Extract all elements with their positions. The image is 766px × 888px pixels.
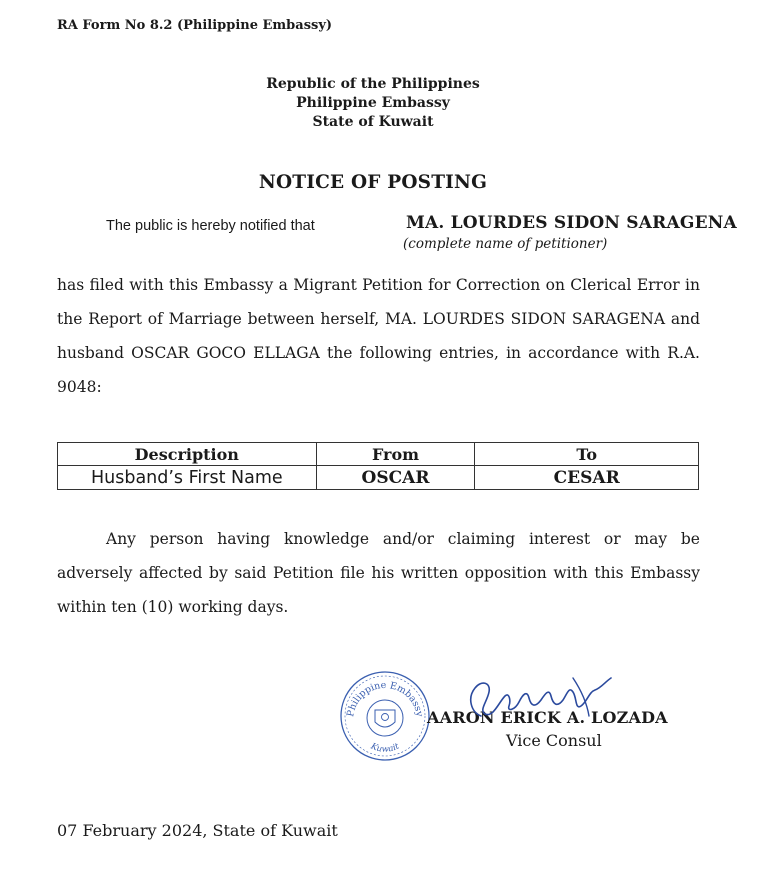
form-number: RA Form No 8.2 (Philippine Embassy) [57,18,333,33]
corrections-table [57,442,699,490]
letterhead-embassy: Philippine Embassy [296,95,450,111]
table-header-row [58,443,699,466]
letterhead [0,75,756,132]
svg-text:Philippine Embassy [345,680,425,718]
letterhead-state: State of Kuwait [312,114,434,130]
notice-intro: The public is hereby notified that [106,218,315,234]
table-row [58,466,699,490]
letterhead-republic: Republic of the Philippines [266,76,480,92]
column-header-description: Description [58,443,317,466]
seal-text-top: Philippine Embassy [345,679,425,718]
seal-text-bottom: Kuwait [369,741,401,755]
cell-description: Husband’s First Name [58,466,317,490]
svg-text:Kuwait [368,741,401,754]
opposition-paragraph [57,522,700,624]
date-place: 07 February 2024, State of Kuwait [57,821,338,840]
cell-to: CESAR [475,466,699,490]
document-title: NOTICE OF POSTING [258,172,488,193]
handwritten-signature-icon [423,668,633,728]
petition-paragraph: has filed with this Embassy a Migrant Petition for Correction on Clerical Error in the Report of Marriage between herself, MA. LOURDES SIDON SARAGENA and husband OSCAR GOCO ELLAGA the following entries, in accordance with R.A. 9048: [57,276,700,396]
cell-from: OSCAR [316,466,475,490]
embassy-seal-icon [339,670,431,762]
signatory-title: Vice Consul [506,731,602,750]
petitioner-caption: (complete name of petitioner) [403,236,608,252]
column-header-to: To [475,443,699,466]
signatory-name: AARON ERICK A. LOZADA [427,708,668,727]
column-header-from: From [316,443,475,466]
opposition-text: Any person having knowledge and/or claiming interest or may be adversely affected by said Petition file his written opposition with this Embassy within ten (10) working days. [57,530,700,616]
petitioner-name: MA. LOURDES SIDON SARAGENA [406,213,737,233]
